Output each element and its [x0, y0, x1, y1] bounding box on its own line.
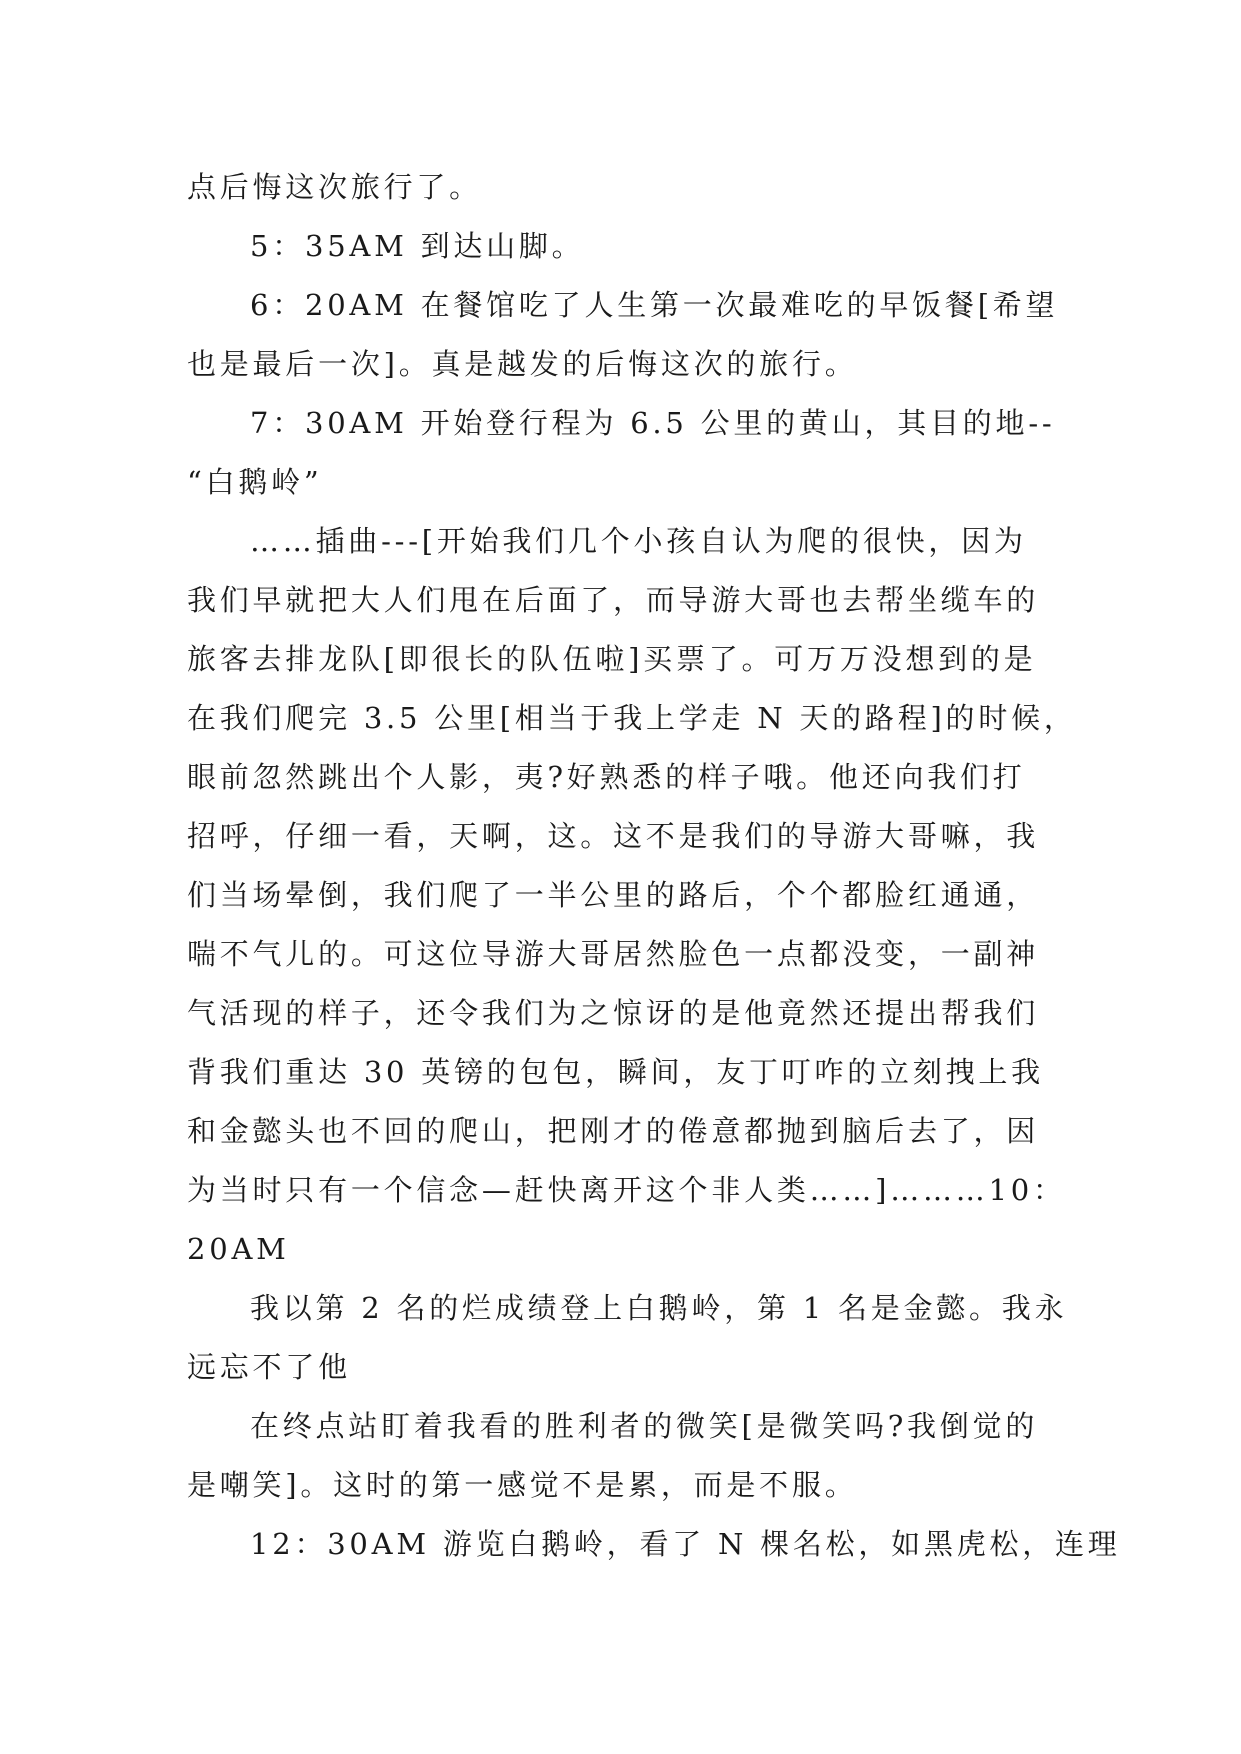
text-line: 眼前忽然跳出个人影，夷?好熟悉的样子哦。他还向我们打: [187, 760, 1026, 794]
text-line: 6：20AM 在餐馆吃了人生第一次最难吃的早饭餐[希望: [250, 288, 1059, 322]
text-line: 喘不气儿的。可这位导游大哥居然脸色一点都没变，一副神: [187, 937, 1040, 971]
text-line: 我以第 2 名的烂成绩登上白鹅岭，第 1 名是金懿。我永: [250, 1291, 1068, 1325]
text-line: 点后悔这次旅行了。: [187, 170, 482, 204]
text-line: 气活现的样子，还令我们为之惊讶的是他竟然还提出帮我们: [187, 996, 1040, 1030]
text-line: 12：30AM 游览白鹅岭，看了 N 棵名松，如黑虎松，连理: [250, 1527, 1121, 1561]
text-line: 在我们爬完 3.5 公里[相当于我上学走 N 天的路程]的时候，: [187, 701, 1077, 735]
text-line: 7：30AM 开始登行程为 6.5 公里的黄山，其目的地--: [250, 406, 1056, 440]
text-line: 背我们重达 30 英镑的包包，瞬间，友丁叮咋的立刻拽上我: [187, 1055, 1044, 1089]
text-line: 旅客去排龙队[即很长的队伍啦]买票了。可万万没想到的是: [187, 642, 1037, 676]
text-line: 是嘲笑]。这时的第一感觉不是累，而是不服。: [187, 1468, 858, 1502]
text-body: [187, 158, 1121, 1574]
text-line: 在终点站盯着我看的胜利者的微笑[是微笑吗?我倒觉的: [250, 1409, 1039, 1443]
text-line: 和金懿头也不回的爬山，把刚才的倦意都抛到脑后去了，因: [187, 1114, 1040, 1148]
text-line: 远忘不了他: [187, 1350, 351, 1384]
text-line: 们当场晕倒，我们爬了一半公里的路后，个个都脸红通通，: [187, 878, 1040, 912]
text-line: 为当时只有一个信念—赶快离开这个非人类……]………10：: [187, 1173, 1066, 1207]
text-line: 我们早就把大人们甩在后面了，而导游大哥也去帮坐缆车的: [187, 583, 1040, 617]
text-line: 20AM: [187, 1232, 290, 1266]
text-line: ……插曲---[开始我们几个小孩自认为爬的很快，因为: [250, 524, 1027, 558]
text-line: 招呼，仔细一看，天啊，这。这不是我们的导游大哥嘛，我: [187, 819, 1040, 853]
text-line: 也是最后一次]。真是越发的后悔这次的旅行。: [187, 347, 858, 381]
text-line: “白鹅岭”: [187, 465, 323, 499]
text-line: 5：35AM 到达山脚。: [250, 229, 585, 263]
